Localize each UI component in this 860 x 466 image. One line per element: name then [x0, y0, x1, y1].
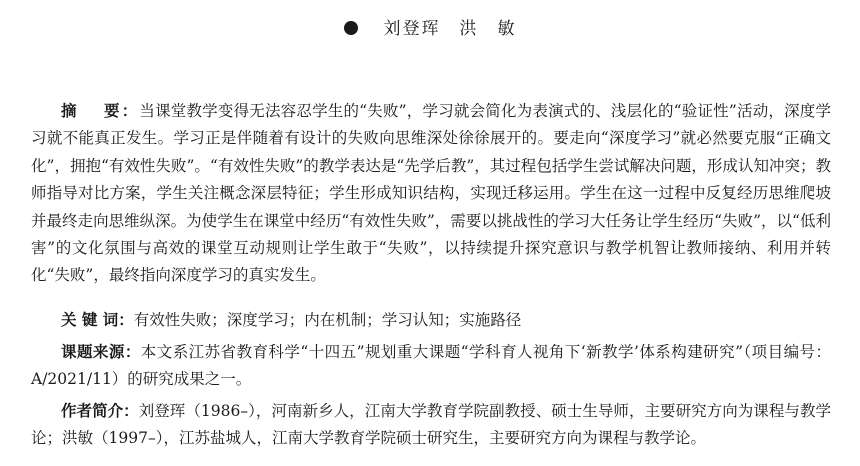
author-info-label: 作者简介：	[61, 402, 139, 420]
funding-paragraph	[31, 339, 831, 394]
author-names: 刘登珲 洪 敏	[383, 19, 517, 39]
author-info-paragraph	[31, 398, 831, 453]
keywords-text: 有效性失败；深度学习；内在机制；学习认知；实施路径	[133, 311, 522, 329]
author-line	[0, 16, 860, 42]
funding-label: 课题来源：	[61, 343, 141, 361]
bullet-icon	[344, 21, 358, 35]
abstract-label: 摘 要：	[61, 102, 140, 120]
abstract-paragraph	[31, 98, 831, 290]
funding-text: 本文系江苏省教育科学“十四五”规划重大课题“学科育人视角下‘新教学’体系构建研究”（项目编号：A/2021/11）的研究成果之一。	[31, 343, 831, 389]
keywords-label: 关 键 词：	[61, 311, 134, 329]
keywords-paragraph	[31, 307, 831, 334]
author-info-text: 刘登珲（1986–），河南新乡人，江南大学教育学院副教授、硕士生导师，主要研究方向为课程与教学论；洪敏（1997–），江苏盐城人，江南大学教育学院硕士研究生，主要研究方向为课程与教学论。	[31, 402, 831, 448]
abstract-text: 当课堂教学变得无法容忍学生的“失败”，学习就会简化为表演式的、浅层化的“验证性”活动，深度学习就不能真正发生。学习正是伴随着有设计的失败向思维深处徐徐展开的。要走向“深度学习”就必然要克服“正确文化”，拥抱“有效性失败”。“有效性失败”的教学表达是“先学后教”，其过程包括学生尝试解决问题，形成认知冲突；教师指导对比方案，学生关注概念深层特征；学生形成知识结构，实现迁移运用。学生在这一过程中反复经历思维爬坡并最终走向思维纵深。为使学生在课堂中经历“有效性失败”，需要以挑战性的学习大任务让学生经历“失败”，以“低利害”的文化氛围与高效的课堂互动规则让学生敢于“失败”，以持续提升探究意识与教学机智让教师接纳、利用并转化“失败”，最终指向深度学习的真实发生。	[31, 102, 831, 285]
